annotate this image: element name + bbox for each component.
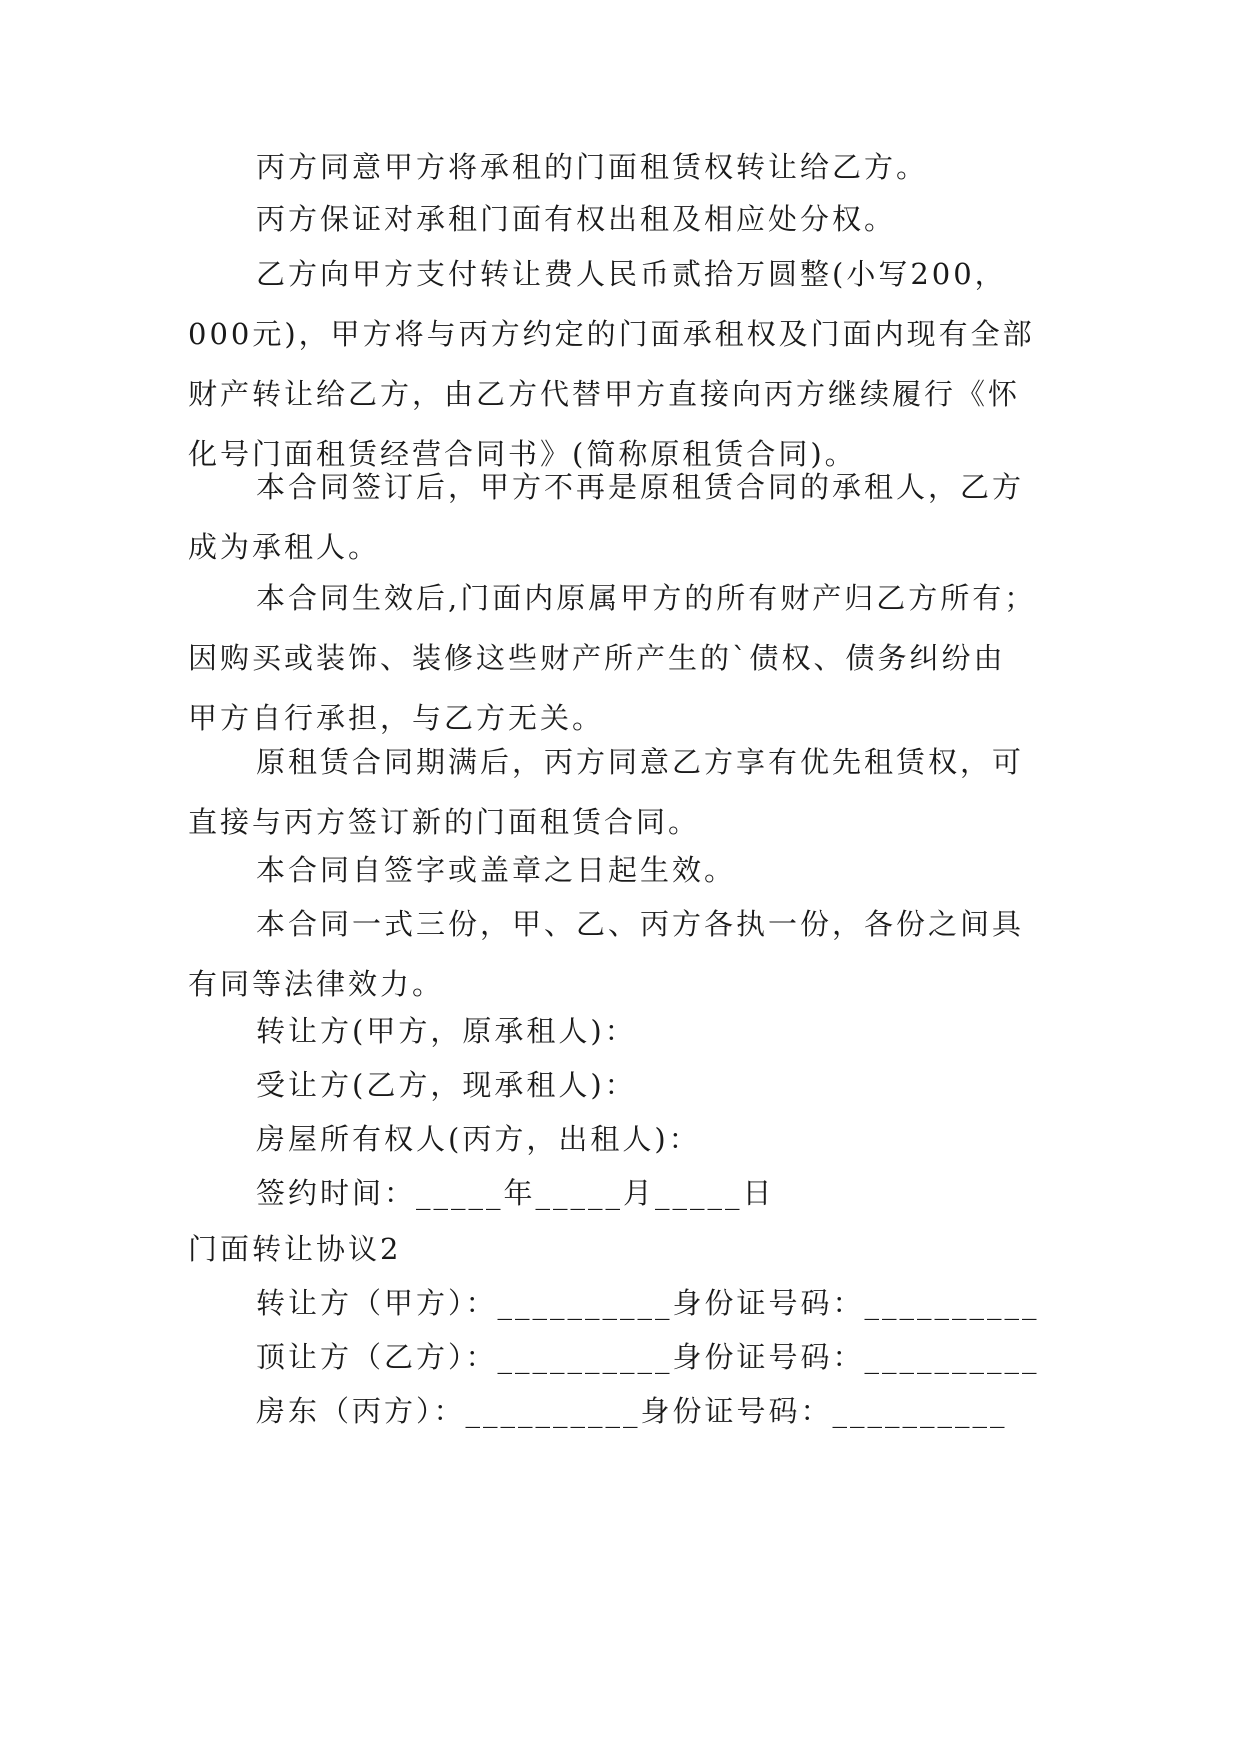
paragraph-line: 受让方(乙方，现承租人)： xyxy=(256,1068,637,1102)
section-title xyxy=(188,1219,1058,1279)
paragraph xyxy=(188,568,1058,748)
paragraph xyxy=(188,894,1058,1014)
paragraph-line: 有同等法律效力。 xyxy=(188,967,445,1001)
signing-date xyxy=(188,1163,1058,1223)
party-line-text: 顶让方（乙方）：__________身份证号码：__________ xyxy=(256,1340,1040,1374)
paragraph-line: 丙方保证对承租门面有权出租及相应处分权。 xyxy=(256,202,897,236)
paragraph-line: 成为承租人。 xyxy=(188,530,381,564)
paragraph-line: 乙方向甲方支付转让费人民币贰拾万圆整(小写200， xyxy=(256,257,1007,291)
paragraph-line: 甲方自行承担，与乙方无关。 xyxy=(188,701,605,735)
party-line-text: 转让方（甲方）：__________身份证号码：__________ xyxy=(256,1286,1040,1320)
paragraph xyxy=(188,1001,1058,1061)
paragraph-line: 原租赁合同期满后，丙方同意乙方享有优先租赁权，可 xyxy=(256,745,1025,779)
paragraph-line: 房屋所有权人(丙方，出租人)： xyxy=(256,1122,701,1156)
paragraph-line: 财产转让给乙方，由乙方代替甲方直接向丙方继续履行《怀 xyxy=(188,377,1021,411)
paragraph xyxy=(188,244,1058,484)
paragraph-line: 本合同签订后，甲方不再是原租赁合同的承租人，乙方 xyxy=(256,470,1025,504)
paragraph xyxy=(188,189,1058,249)
paragraph-line: 本合同一式三份，甲、乙、丙方各执一份，各份之间具 xyxy=(256,907,1025,941)
paragraph-line: 000元)，甲方将与丙方约定的门面承租权及门面内现有全部 xyxy=(188,317,1035,351)
section-title-text: 门面转让协议2 xyxy=(188,1232,402,1266)
paragraph-line: 本合同生效后,门面内原属甲方的所有财产归乙方所有； xyxy=(256,581,1037,615)
party-line xyxy=(188,1327,1058,1387)
paragraph xyxy=(188,1109,1058,1169)
party-line xyxy=(188,1381,1058,1441)
paragraph xyxy=(188,1055,1058,1115)
paragraph-line: 本合同自签字或盖章之日起生效。 xyxy=(256,853,737,887)
paragraph xyxy=(188,137,1058,197)
party-line-text: 房东（丙方）：__________身份证号码：__________ xyxy=(256,1394,1008,1428)
paragraph-line: 因购买或装饰、装修这些财产所产生的`债权、债务纠纷由 xyxy=(188,641,1006,675)
paragraph xyxy=(188,732,1058,852)
paragraph-line: 签约时间：_____年_____月_____日 xyxy=(256,1176,775,1210)
paragraph-line: 丙方同意甲方将承租的门面租赁权转让给乙方。 xyxy=(256,150,929,184)
paragraph xyxy=(188,840,1058,900)
paragraph-line: 化号门面租赁经营合同书》(简称原租赁合同)。 xyxy=(188,437,857,471)
party-line xyxy=(188,1273,1058,1333)
paragraph xyxy=(188,457,1058,577)
paragraph-line: 转让方(甲方，原承租人)： xyxy=(256,1014,637,1048)
paragraph-line: 直接与丙方签订新的门面租赁合同。 xyxy=(188,805,701,839)
